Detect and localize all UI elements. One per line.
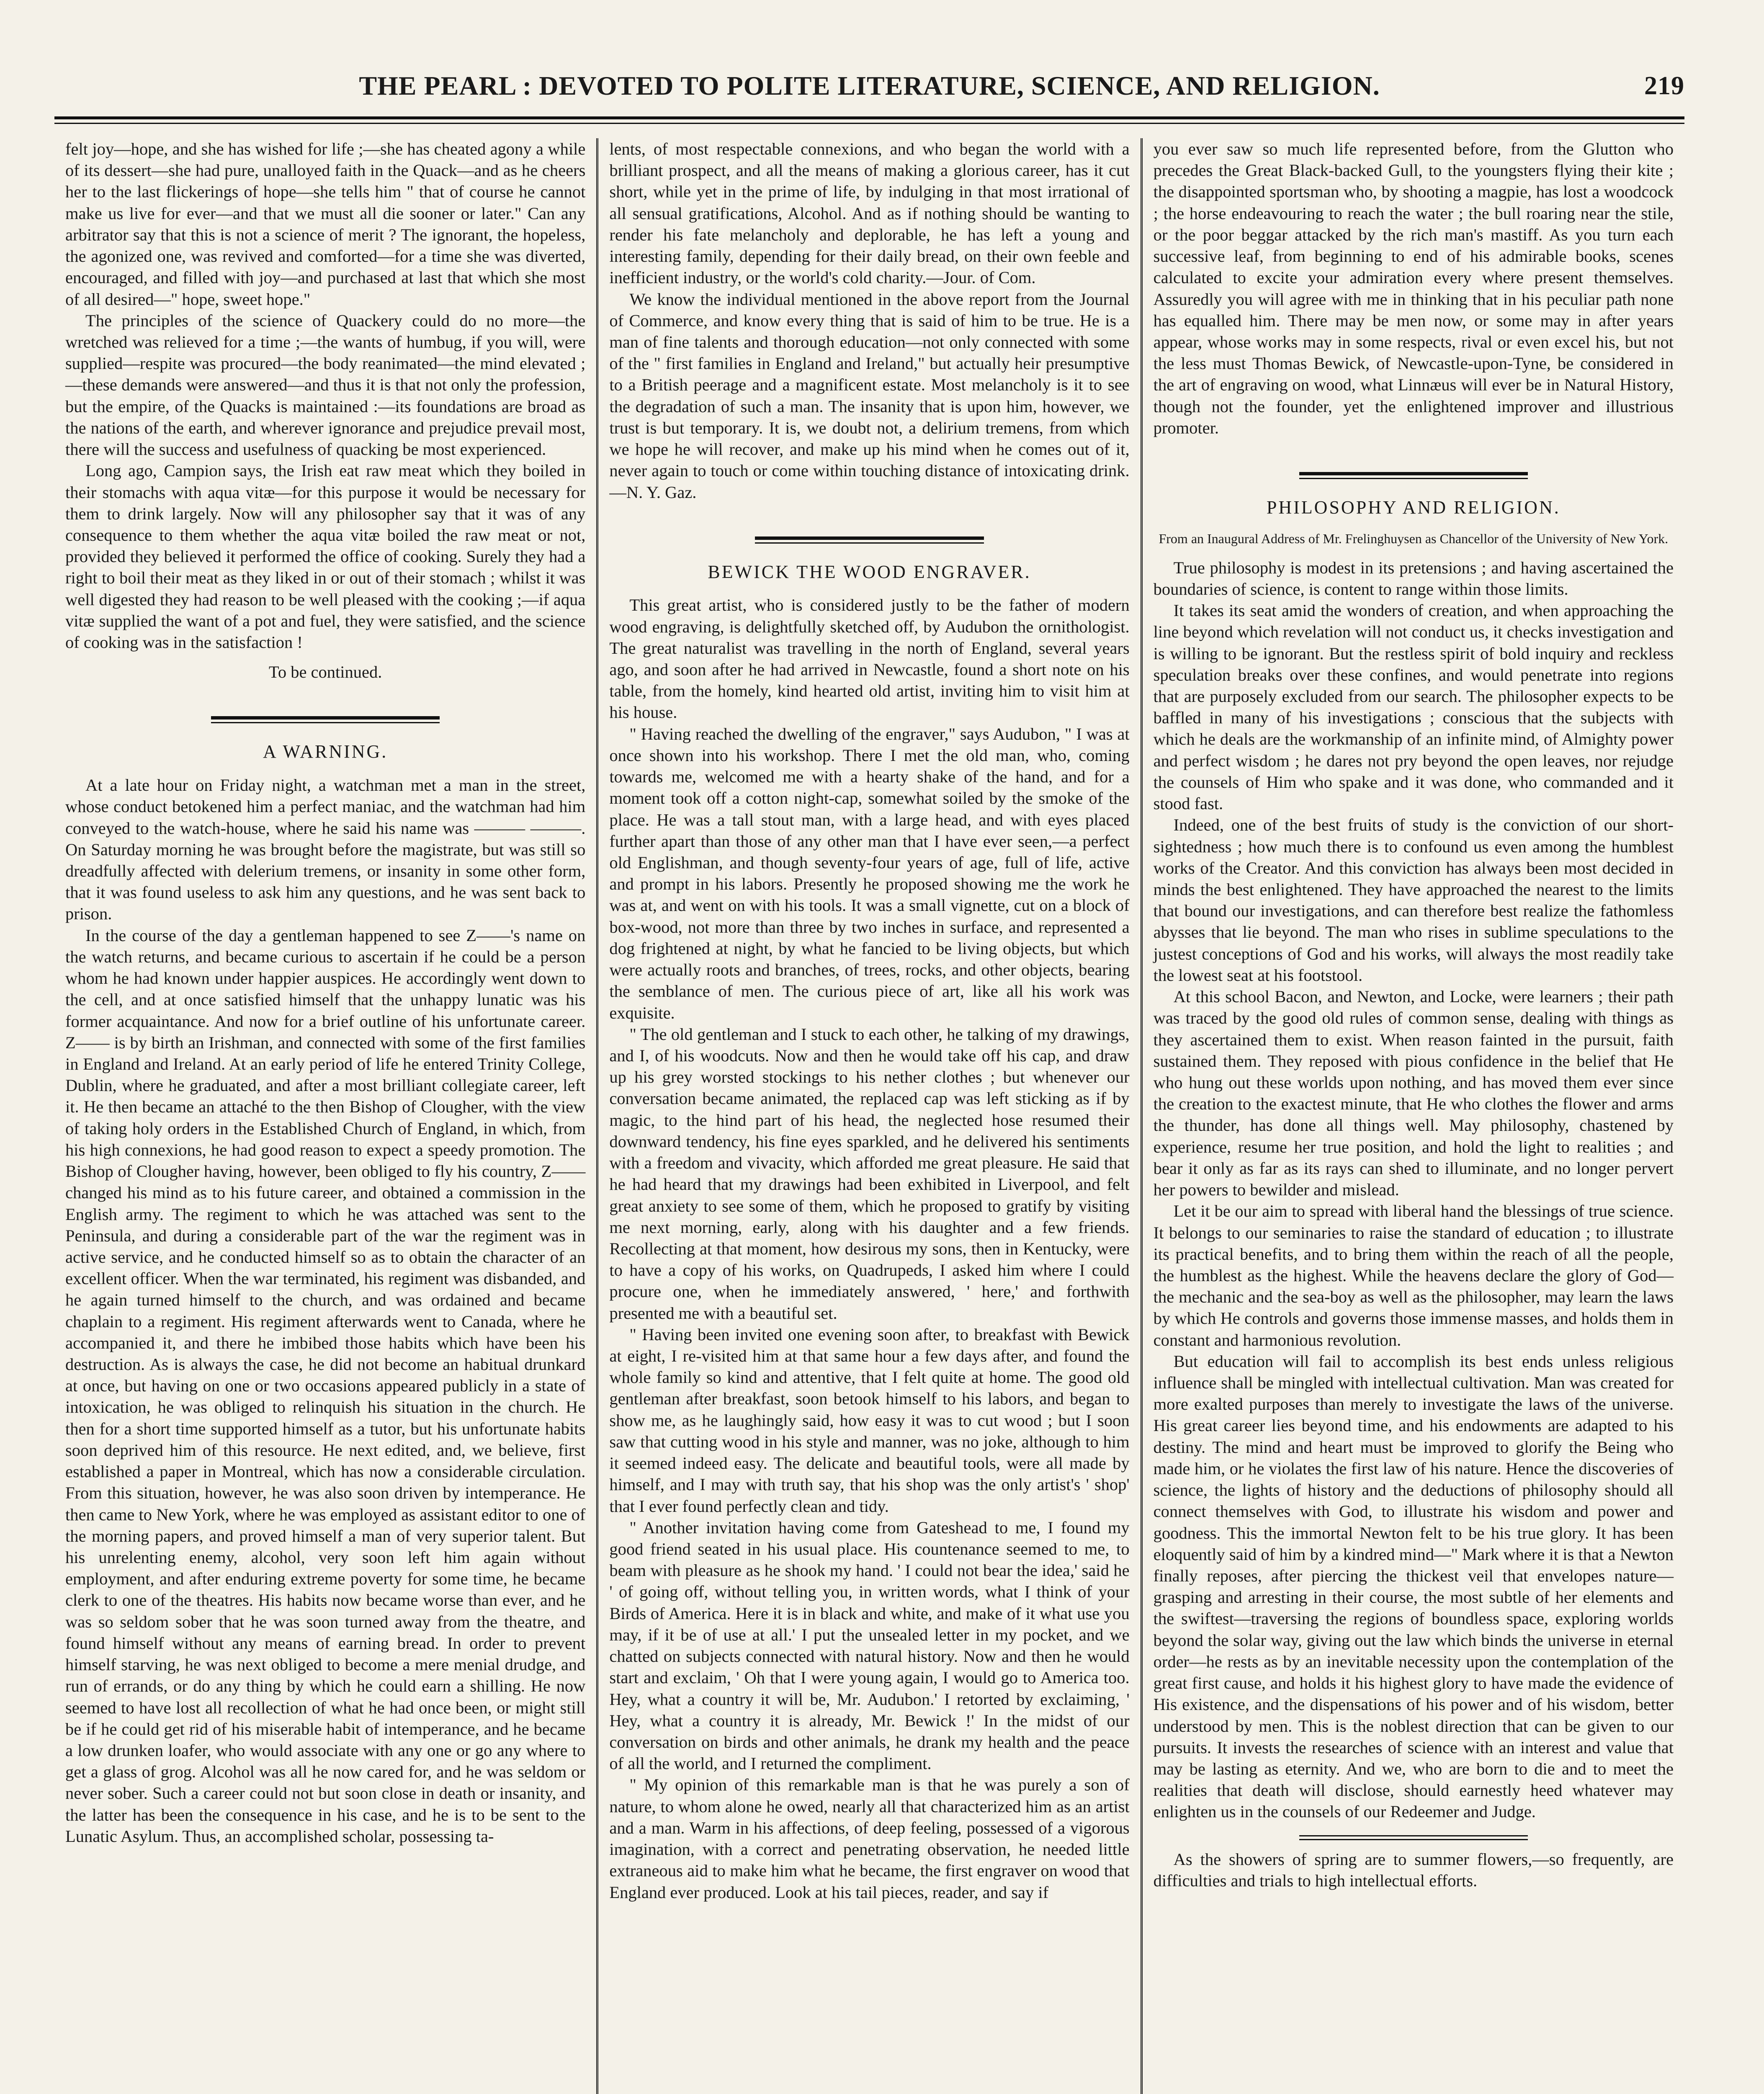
paragraph: This great artist, who is considered justly to be the father of modern wood engraving, is delightfully sketched off, by Audubon the ornithologist. The great naturalist was travelling in the north of England, several years ago, and soon after he had arrived in Newcastle, found a short note on his table, from the homely, kind hearted old artist, inviting him to visit him at his house. <box>609 596 1130 722</box>
article-title-philosophy: PHILOSOPHY AND RELIGION. <box>1266 497 1561 518</box>
column-2 <box>596 138 1140 2094</box>
article-title-bewick: BEWICK THE WOOD ENGRAVER. <box>708 561 1031 582</box>
continued-note: To be continued. <box>268 663 382 682</box>
header-rule <box>54 116 1684 124</box>
page-header <box>54 63 1684 109</box>
paragraph: Indeed, one of the best fruits of study is the conviction of our short-sightedness ; how much there is to confound us even among the humblest works of the Creator. And this conviction has always been most decided in minds the best enlightened. They have approached the nearest to the limits that bound our investigations, and can therefore best realize the fathomless abysses that lie beyond. The man who rises in sublime speculations to the justest conceptions of God and his works, will always the most readily take the lowest seat at his footstool. <box>1153 815 1674 985</box>
section-separator <box>755 536 984 544</box>
paragraph: But education will fail to accomplish its best ends unless religious influence shall be mingled with intellectual cultivation. Man was created for more exalted purposes than merely to investigate the laws of the universe. His great career lies beyond time, and his endowments are adapted to his destiny. The mind and heart must be improved to glorify the Being who made him, or he violates the first law of his nature. Hence the discoveries of science, the lights of history and the deductions of philosophy should all connect themselves with God, to illustrate his wisdom and power and goodness. This the immortal Newton felt to be his true glory. It has been eloquently said of him by a kindred mind—" Mark where it is that a Newton finally reposes, after piercing the thickest veil that envelopes nature—grasping and arresting in their course, the most subtle of her elements and the swiftest—traversing the regions of boundless space, exploring worlds beyond the solar way, giving out the law which binds the universe in eternal order—he rests as by an inevitable necessity upon the contemplation of the great first cause, and holds it his highest glory to have made the evidence of His existence, and the dispensations of his power and of his wisdom, better understood by men. This is the noblest direction that can be given to our pursuits. It invests the researches of science with an interest and value that may be lasting as eternity. And we, who are born to die and to meet the realities that death will disclose, should earnestly heed whatever may enlighten us in the counsels of our Redeemer and Judge. <box>1153 1351 1674 1821</box>
article-title-warning: A WARNING. <box>263 741 388 762</box>
paragraph: " Having been invited one evening soon after, to breakfast with Bewick at eight, I re-visited him at that same hour a few days after, and found the whole family so kind and attentive, that I felt quite at home. The good old gentleman after breakfast, soon betook himself to his labors, and began to show me, as he laughingly said, how easy it was to cut wood ; but I soon saw that cutting wood in his style and manner, was no joke, although to him it seemed indeed easy. The delicate and beautiful tools, were all made by himself, and I may with truth say, that his shop was the only artist's ' shop' that I ever found perfectly clean and tidy. <box>609 1325 1130 1516</box>
closing-paragraph: As the showers of spring are to summer flowers,—so frequently, are difficulties and trials to high intellectual efforts. <box>1153 1849 1674 1890</box>
paragraph: felt joy—hope, and she has wished for life ;—she has cheated agony a while of its dessert—she had pure, unalloyed faith in the Quack—and as he cheers her to the last flickerings of hope—she tells him " that of course he cannot make us live for ever—and that we must all die sooner or later." Can any arbitrator say that this is not a science of merit ? The ignorant, the hopeless, the agonized one, was revived and comforted—for a time she was diverted, encouraged, and filled with joy—and purchased at last that which she most of all desired—" hope, sweet hope." <box>65 139 586 309</box>
paragraph: " Another invitation having come from Gateshead to me, I found my good friend seated in his usual place. His countenance seemed to me, to beam with pleasure as he shook my hand. ' I could not bear the idea,' said he ' of going off, without telling you, in written words, what I think of your Birds of America. Here it is in black and white, and make of it what use you may, if it be of use at all.' I put the unsealed letter in my pocket, and we chatted on subjects connected with natural history. Now and then he would start and exclaim, ' Oh that I were young again, I would go to America too. Hey, what a country it will be, Mr. Audubon.' I retorted by exclaiming, ' Hey, what a country it is already, Mr. Bewick !' In the midst of our conversation on birds and other animals, he drank my health and the peace of all the world, and I returned the compliment. <box>609 1518 1130 1773</box>
paragraph: True philosophy is modest in its pretensions ; and having ascertained the boundaries of science, is content to range within those limits. <box>1153 558 1674 598</box>
section-separator <box>1299 472 1528 479</box>
paragraph: Let it be our aim to spread with liberal hand the blessings of true science. It belongs to our seminaries to raise the standard of education ; to illustrate its practical benefits, and to bring them within the reach of all the people, the humblest as the highest. While the heavens declare the glory of God—the mechanic and the sea-boy as well as the philosopher, may learn the laws by which He controls and governs those immense masses, and holds them in constant and harmonious revolution. <box>1153 1202 1674 1349</box>
paragraph: lents, of most respectable connexions, and who began the world with a brilliant prospect, and all the means of making a glorious career, has it cut short, while yet in the prime of life, by indulging in that most irrational of all sensual gratifications, Alcohol. And as if nothing should be wanting to render his fate melancholy and deplorable, he has left a young and interesting family, depending for their daily bread, on their own feeble and inefficient industry, or the world's cold charity.—Jour. of Com. <box>609 139 1130 287</box>
paragraph: It takes its seat amid the wonders of creation, and when approaching the line beyond which revelation will not conduct us, it checks investigation and is willing to be ignorant. But the restless spirit of bold inquiry and reckless speculation breaks over these confines, and would penetrate into regions that are purposely excluded from our search. The philosopher expects to be baffled in many of his investigations ; conscious that the subjects with which he deals are the workmanship of an infinite mind, of Almighty power and perfect wisdom ; he dares not pry beyond the open leaves, nor rejudge the counsels of Him who spake and it was done, who commanded and it stood fast. <box>1153 601 1674 813</box>
section-separator <box>211 716 440 723</box>
paragraph: " Having reached the dwelling of the engraver," says Audubon, " I was at once shown into his workshop. There I met the old man, who, coming towards me, welcomed me with a hearty shake of the hand, and for a moment took off a cotton night-cap, somewhat soiled by the smoke of the place. He was a tall stout man, with a large head, and with eyes placed further apart than those of any other man that I have ever seen,—a perfect old Englishman, and though seventy-four years of age, full of life, active and prompt in his labors. Presently he proposed showing me the work he was at, and went on with his tools. It was a small vignette, cut on a block of box-wood, not more than three by two inches in surface, and represented a dog frightened at night, by what he fancied to be living objects, but which were actually roots and branches, of trees, rocks, and other objects, bearing the semblance of men. The curious piece of art, like all his work was exquisite. <box>609 724 1130 1022</box>
paragraph: We know the individual mentioned in the above report from the Journal of Commerce, and know every thing that is said of him to be true. He is a man of fine talents and thorough education—not only connected with some of the " first families in England and Ireland," but actually heir presumptive to a British peerage and a magnificent estate. Most melancholy is it to see the degradation of such a man. The insanity that is upon him, however, we trust is but temporary. It is, we doubt not, a delirium tremens, from which we hope he will recover, and make up his mind when he comes out of it, never again to touch or come within touching distance of intoxicating drink.—N. Y. Gaz. <box>609 289 1130 502</box>
paragraph: At a late hour on Friday night, a watchman met a man in the street, whose conduct betokened him a perfect maniac, and the watchman had him conveyed to the watch-house, where he said his name was ——— ———. On Saturday morning he was brought before the magistrate, but was still so dreadfully affected with delerium tremens, or insanity in some other form, that it was found useless to ask him any questions, and he was sent back to prison. <box>65 776 586 923</box>
paragraph: In the course of the day a gentleman happened to see Z——'s name on the watch returns, and became curious to ascertain if he could be a person whom he had known under happier auspices. He accordingly went down to the cell, and at once satisfied himself that the unhappy lunatic was his former acquaintance. And now for a brief outline of his unfortunate career. Z—— is by birth an Irishman, and connected with some of the first families in England and Ireland. At an early period of life he entered Trinity College, Dublin, where he graduated, and after a most brilliant collegiate career, left it. He then became an attaché to the then Bishop of Clougher, with the view of taking holy orders in the Established Church of England, in which, from his high connexions, he had good reason to expect a speedy promotion. The Bishop of Clougher having, however, been obliged to fly his country, Z—— changed his mind as to his future career, and obtained a commission in the English army. The regiment to which he was attached was sent to the Peninsula, and during a considerable part of the war the regiment was in active service, and he conducted himself so as to obtain the character of an excellent officer. When the war terminated, his regiment was disbanded, and he again turned himself to the church, and was ordained and became chaplain to a regiment. His regiment afterwards went to Canada, where he accompanied it, and there he imbibed those habits which have been his destruction. As is always the case, he did not become an habitual drunkard at once, but having on one or two occasions appeared publicly in a state of intoxication, he was obliged to relinquish his situation in the church. He then for a short time supported himself as a tutor, but his unfortunate habits soon deprived him of this resource. He next edited, and, we believe, first established a paper in Montreal, which has now a considerable circulation. From this situation, however, he was also soon driven by intemperance. He then came to New York, where he was employed as assistant editor to one of the morning papers, and proved himself a man of very superior talent. But his unrelenting enemy, alcohol, very soon left him again without employment, and after enduring extreme poverty for some time, he became clerk to one of the theatres. His habits now became worse than ever, and he was so seldom sober that he was soon turned away from the theatre, and found himself without any means of earning bread. In order to prevent himself starving, he was next obliged to become a mere menial drudge, and run of errands, or do any thing by which he could earn a shilling. He now seemed to have lost all recollection of what he had once been, or might still be if he could get rid of his miserable habit of intemperance, and he became a low drunken loafer, who would associate with any one or go any where to get a glass of grog. Alcohol was all he now cared for, and he was seldom or never sober. Such a career could not but soon close in death or insanity, and the latter has been the consequence in his case, and he is to be sent to the Lunatic Asylum. Thus, an accomplished scholar, possessing ta- <box>65 926 586 1846</box>
paragraph: Long ago, Campion says, the Irish eat raw meat which they boiled in their stomachs with aqua vitæ—for this purpose it would be necessary for them to drink largely. Now will any philosopher say that it was of any consequence to them whether the aqua vitæ boiled the raw meat or not, provided they believed it performed the office of cooking. Surely they had a right to boil their meat as they liked in or out of their stomach ; whilst it was well digested they had reason to be well pleased with the cooking ;—if aqua vitæ supplied the want of a pot and fuel, they were satisfied, and the science of cooking was in the satisfaction ! <box>65 461 586 652</box>
column-3 <box>1141 138 1684 2094</box>
column-1 <box>54 138 596 2094</box>
paragraph: " The old gentleman and I stuck to each other, he talking of my drawings, and I, of his woodcuts. Now and then he would take off his cap, and draw up his grey worsted stockings to his nether clothes ; but whenever our conversation became animated, the replaced cap was left sticking as if by magic, to the hind part of his head, the neglected hose resumed their downward tendency, his fine eyes sparkled, and he delivered his sentiments with a freedom and vivacity, which afforded me great pleasure. He said that he had heard that my drawings had been exhibited in Liverpool, and felt great anxiety to see some of them, which he proposed to gratify by visiting me next morning, early, along with his daughter and a few friends. Recollecting at that moment, how desirous my sons, then in Kentucky, were to have a copy of his works, on Quadrupeds, I asked him where I could procure one, when he immediately answered, ' here,' and forthwith presented me with a beautiful set. <box>609 1024 1130 1323</box>
page-number: 219 <box>1644 72 1684 100</box>
paragraph: " My opinion of this remarkable man is that he was purely a son of nature, to whom alone he owed, nearly all that characterized him as an artist and a man. Warm in his affections, of deep feeling, possessed of a vigorous imagination, with a correct and penetrating observation, he needed little extraneous aid to make him what he became, the first engraver on wood that England ever produced. Look at his tail pieces, reader, and say if <box>609 1775 1130 1902</box>
columns <box>54 138 1684 2094</box>
paragraph: you ever saw so much life represented before, from the Glutton who precedes the Great Black-backed Gull, to the youngsters flying their kite ; the disappointed sportsman who, by shooting a magpie, has lost a woodcock ; the horse endeavouring to reach the water ; the bull roaring near the stile, or the poor beggar attacked by the rich man's mastiff. As you turn each successive leaf, from beginning to end of his admirable books, scenes calculated to excite your admiration every where present themselves. Assuredly you will agree with me in thinking that in his peculiar path none has equalled him. There may be men now, or some may in after years appear, whose works may in some respects, rival or even excel his, but not the less must Thomas Bewick, of Newcastle-upon-Tyne, be considered in the art of engraving on wood, what Linnæus will ever be in Natural History, though not the founder, yet the enlightened improver and illustrious promoter. <box>1153 139 1674 437</box>
paragraph: The principles of the science of Quackery could do no more—the wretched was relieved for a time ;—the wants of humbug, if you will, were supplied—respite was procured—the body reanimated—the mind elevated ;—these demands were answered—and thus it is that not only the profession, but the empire, of the Quacks is maintained :—its foundations are broad as the nations of the earth, and wherever ignorance and prejudice prevail most, there will the success and usefulness of quacking be most experienced. <box>65 311 586 459</box>
running-title: THE PEARL : DEVOTED TO POLITE LITERATURE, SCIENCE, AND RELIGION. <box>359 71 1380 101</box>
section-separator <box>1299 1835 1528 1840</box>
article-byline: From an Inaugural Address of Mr. Frelinghuysen as Chancellor of the University of New York. <box>1159 531 1669 546</box>
paragraph: At this school Bacon, and Newton, and Locke, were learners ; their path was traced by the good old rules of common sense, dealing with things as they ascertained them to exist. When reason fainted in the pursuit, faith sustained them. They reposed with pious confidence in the belief that He who hung out these worlds upon nothing, and has moved them ever since the creation to the exactest minute, that He who clothes the flower and arms the thunder, has done all things well. May philosophy, chastened by experience, resume her true position, and hold the light to realities ; and bear it only as far as its rays can shed to illuminate, and no longer pervert her powers to bewilder and mislead. <box>1153 987 1674 1199</box>
